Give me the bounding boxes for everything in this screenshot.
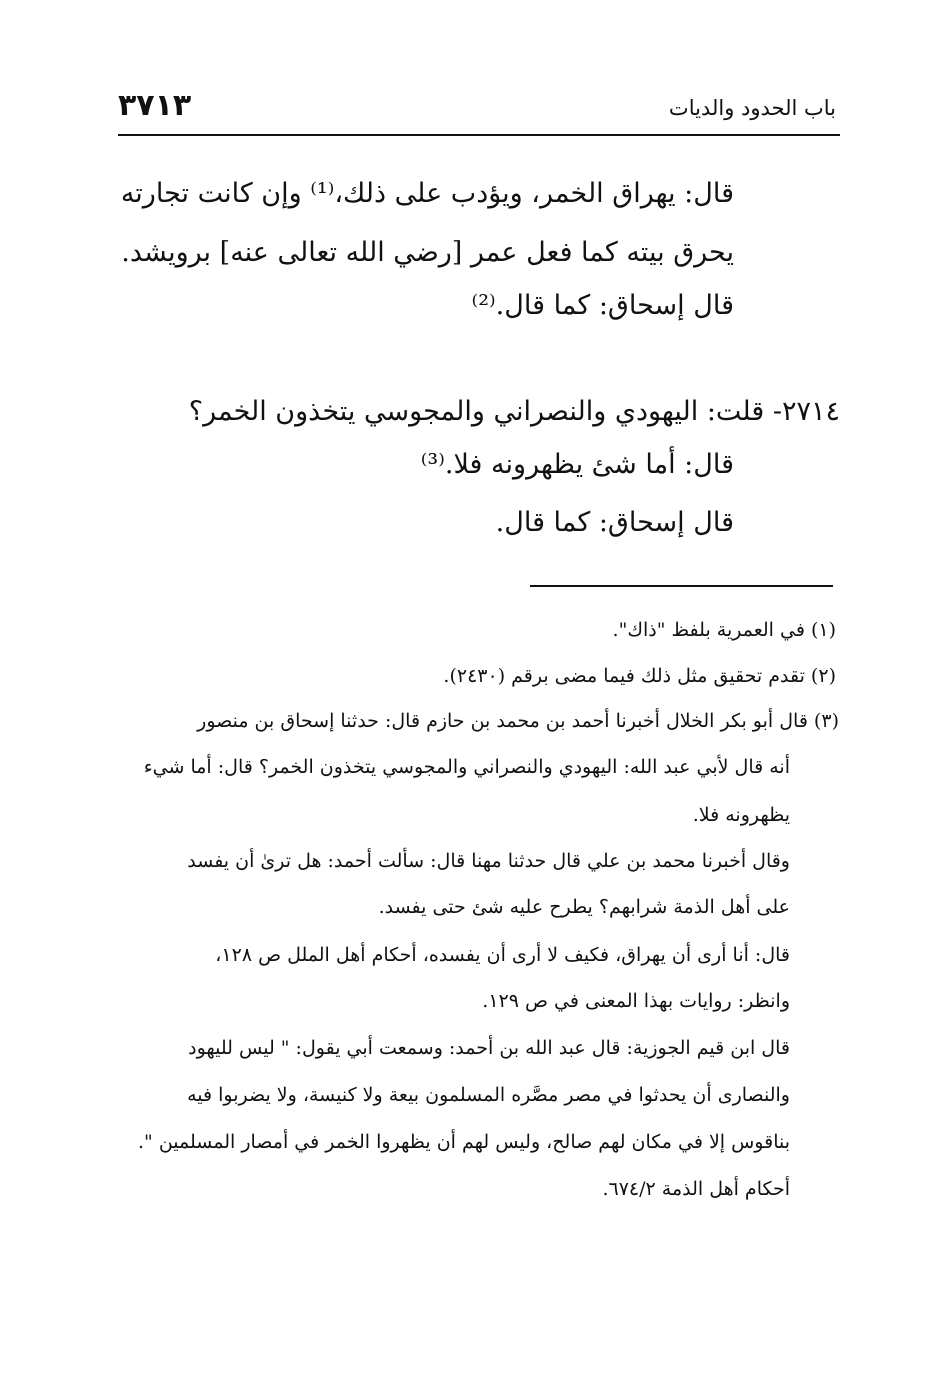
footnote-line: أنه قال لأبي عبد الله: اليهودي والنصراني والمجوسي يتخذون الخمر؟ قال: أما شيء bbox=[143, 756, 790, 778]
entry-2714-ishaq: قال إسحاق: كما قال. bbox=[495, 507, 734, 538]
header-divider bbox=[118, 134, 840, 136]
paragraph-line: يحرق بيته كما فعل عمر [رضي الله تعالى عنه] برويشد. bbox=[121, 237, 734, 268]
page-number: ٣٧١٣ bbox=[118, 88, 192, 123]
footnote-line: والنصارى أن يحدثوا في مصر مصَّره المسلمون بيعة ولا كنيسة، ولا يضربوا فيه bbox=[187, 1084, 790, 1106]
footnote-2: (٢) تقدم تحقيق مثل ذلك فيما مضى برقم (٢٤٣٠). bbox=[443, 665, 836, 687]
footnote-line: يظهرونه فلا. bbox=[692, 804, 790, 826]
footnote-line: على أهل الذمة شرابهم؟ يطرح عليه شئ حتى يفسد. bbox=[378, 896, 790, 918]
footnote-3: (٣) قال أبو بكر الخلال أخبرنا أحمد بن محمد بن حازم قال: حدثنا إسحاق بن منصور bbox=[197, 710, 839, 732]
footnote-1: (١) في العمرية بلفظ "ذاك". bbox=[612, 619, 836, 641]
footnote-line: وقال أخبرنا محمد بن علي قال حدثنا مهنا قال: سألت أحمد: هل ترىٰ أن يفسد bbox=[187, 850, 790, 872]
footnote-divider bbox=[530, 585, 833, 587]
paragraph-line: قال إسحاق: كما قال.⁽²⁾ bbox=[471, 290, 734, 321]
paragraph-line: قال: يهراق الخمر، ويؤدب على ذلك،⁽¹⁾ وإن كانت تجارته bbox=[120, 178, 734, 209]
page-header bbox=[118, 88, 840, 132]
entry-2714-question: ٢٧١٤- قلت: اليهودي والنصراني والمجوسي يتخذون الخمر؟ bbox=[188, 396, 840, 427]
footnote-line: قال ابن قيم الجوزية: قال عبد الله بن أحمد: وسمعت أبي يقول: " ليس لليهود bbox=[188, 1037, 790, 1059]
entry-2714-answer: قال: أما شئ يظهرونه فلا.⁽³⁾ bbox=[420, 449, 734, 480]
footnote-line: بناقوس إلا في مكان لهم صالح، وليس لهم أن يظهروا الخمر في أمصار المسلمين ". bbox=[138, 1131, 790, 1153]
footnote-line: قال: أنا أرى أن يهراق، فكيف لا أرى أن يفسده، أحكام أهل الملل ص ١٢٨، bbox=[215, 944, 790, 966]
running-title: باب الحدود والديات bbox=[668, 96, 836, 120]
footnote-line: وانظر: روايات بهذا المعنى في ص ١٢٩. bbox=[482, 990, 790, 1012]
footnote-line: أحكام أهل الذمة ٦٧٤/٢. bbox=[602, 1178, 790, 1200]
